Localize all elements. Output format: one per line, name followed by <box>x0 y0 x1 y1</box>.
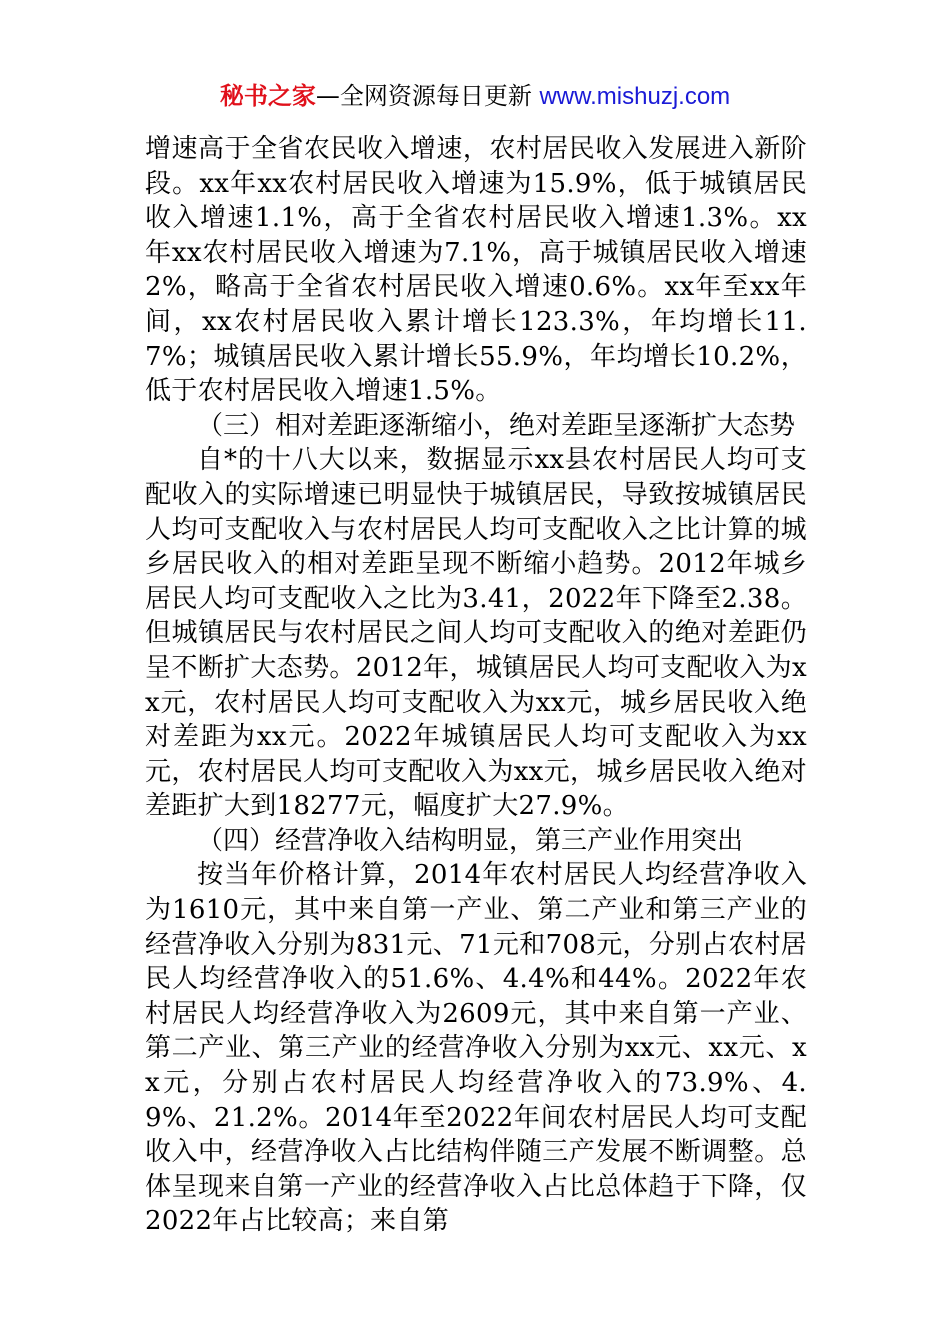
site-header <box>0 80 950 113</box>
header-tagline: —全网资源每日更新 <box>315 82 540 110</box>
paragraph-income-growth: 增速高于全省农民收入增速，农村居民收入发展进入新阶段。xx年xx农村居民收入增速为15.9%，低于城镇居民收入增速1.1%，高于全省农村居民收入增速1.3%。xx年xx农村居民收入增速为7.1%，高于城镇居民收入增速2%，略高于全省农村居民收入增速0.6%。xx年至xx年间，xx农村居民收入累计增长123.3%，年均增长11.7%；城镇居民收入累计增长55.9%，年均增长10.2%，低于农村居民收入增速1.5%。 <box>145 134 807 407</box>
paragraph-operating-income: 按当年价格计算，2014年农村居民人均经营净收入为1610元，其中来自第一产业、第二产业和第三产业的经营净收入分别为831元、71元和708元，分别占农村居民人均经营净收入的51.6%、4.4%和44%。2022年农村居民人均经营净收入为2609元，其中来自第一产业、第二产业、第三产业的经营净收入分别为xx元、xx元、xx元，分别占农村居民人均经营净收入的73.9%、4.9%、21.2%。2014年至2022年间农村居民人均可支配收入中，经营净收入占比结构伴随三产发展不断调整。总体呈现来自第一产业的经营净收入占比总体趋于下降，仅2022年占比较高；来自第 <box>145 860 807 1237</box>
document-body <box>145 132 807 1239</box>
site-url-link[interactable]: www.mishuzj.com <box>539 83 731 110</box>
paragraph-income-gap: 自*的十八大以来，数据显示xx县农村居民人均可支配收入的实际增速已明显快于城镇居民，导致按城镇居民人均可支配收入与农村居民人均可支配收入之比计算的城乡居民收入的相对差距呈现不断缩小趋势。2012年城乡居民人均可支配收入之比为3.41，2022年下降至2.38。但城镇居民与农村居民之间人均可支配收入的绝对差距仍呈不断扩大态势。2012年，城镇居民人均可支配收入为xx元，农村居民人均可支配收入为xx元，城乡居民收入绝对差距为xx元。2022年城镇居民人均可支配收入为xx元，农村居民人均可支配收入为xx元，城乡居民收入绝对差距扩大到18277元，幅度扩大27.9%。 <box>145 445 807 822</box>
brand-name: 秘书之家 <box>219 82 316 110</box>
section-heading-4: （四）经营净收入结构明显，第三产业作用突出 <box>197 825 744 856</box>
section-heading-3: （三）相对差距逐渐缩小，绝对差距呈逐渐扩大态势 <box>197 410 796 441</box>
